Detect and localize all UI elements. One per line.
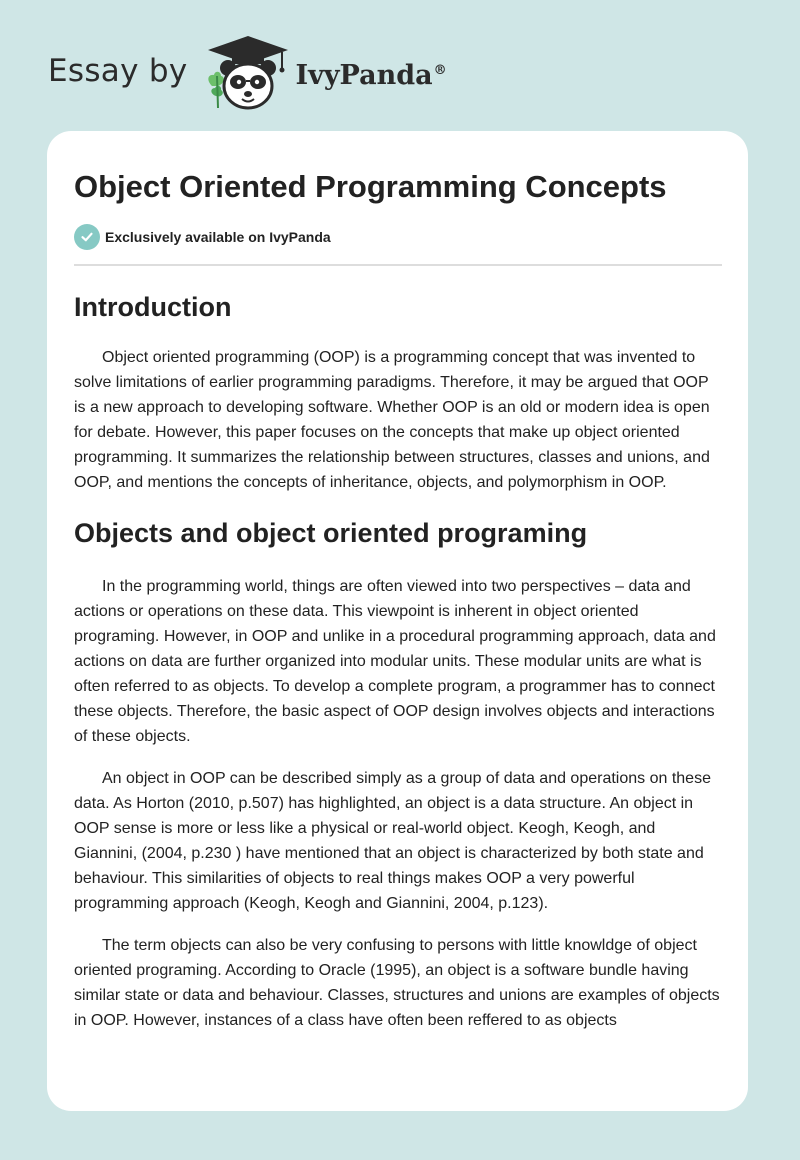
- essay-title: Object Oriented Programming Concepts: [74, 169, 667, 204]
- paragraph: In the programming world, things are often viewed into two perspectives – data and actions or operations on these data. This viewpoint is inherent in object oriented programing. However, in OOP and unlike in a procedural programming approach, data and actions on data are further organized into modular units. These modular units are what is often referred to as objects. To develop a complete program, a programmer has to connect these objects. Therefore, the basic aspect of OOP design involves objects and interactions of these objects.: [74, 578, 716, 745]
- divider: [74, 264, 722, 266]
- paragraph: Object oriented programming (OOP) is a programming concept that was invented to solve limitations of earlier programming paradigms. Therefore, it may be argued that OOP is a new approach to developing software. Whether OOP is an old or modern idea is open for debate. However, this paper focuses on the concepts that make up object oriented programming. It summarizes the relationship between structures, classes and unions, and OOP, and mentions the concepts of inheritance, objects, and polymorphism in OOP.: [74, 349, 710, 491]
- brand-name: IvyPanda®: [295, 59, 447, 91]
- paragraph: The term objects can also be very confusing to persons with little knowldge of object oriented programing. According to Oracle (1995), an object is a software bundle having similar state or data and behaviour. Classes, structures and unions are examples of objects in OOP. However, instances of a class have often been reffered to as objects: [74, 937, 720, 1029]
- exclusive-badge: [74, 224, 722, 250]
- brand-logo[interactable]: [48, 34, 447, 114]
- check-circle-icon: [74, 224, 100, 250]
- essay-card: [47, 131, 748, 1111]
- section-heading-introduction: Introduction: [74, 292, 232, 322]
- panda-logo-icon: [202, 34, 294, 114]
- badge-text: Exclusively available on IvyPanda: [105, 229, 331, 245]
- brand-prefix: Essay by: [48, 53, 188, 89]
- paragraph: An object in OOP can be described simply as a group of data and operations on these data. As Horton (2010, p.507) has highlighted, an object is a data structure. An object in OOP sense is more or less like a physical or real-world object. Keogh, Keogh, and Giannini, (2004, p.230 ) have mentioned that an object is characterized by both state and behaviour. This similarities of objects to real things makes OOP a very powerful programming approach (Keogh, Keogh and Giannini, 2004, p.123).: [74, 770, 711, 912]
- section-heading-objects: Objects and object oriented programing: [74, 518, 588, 548]
